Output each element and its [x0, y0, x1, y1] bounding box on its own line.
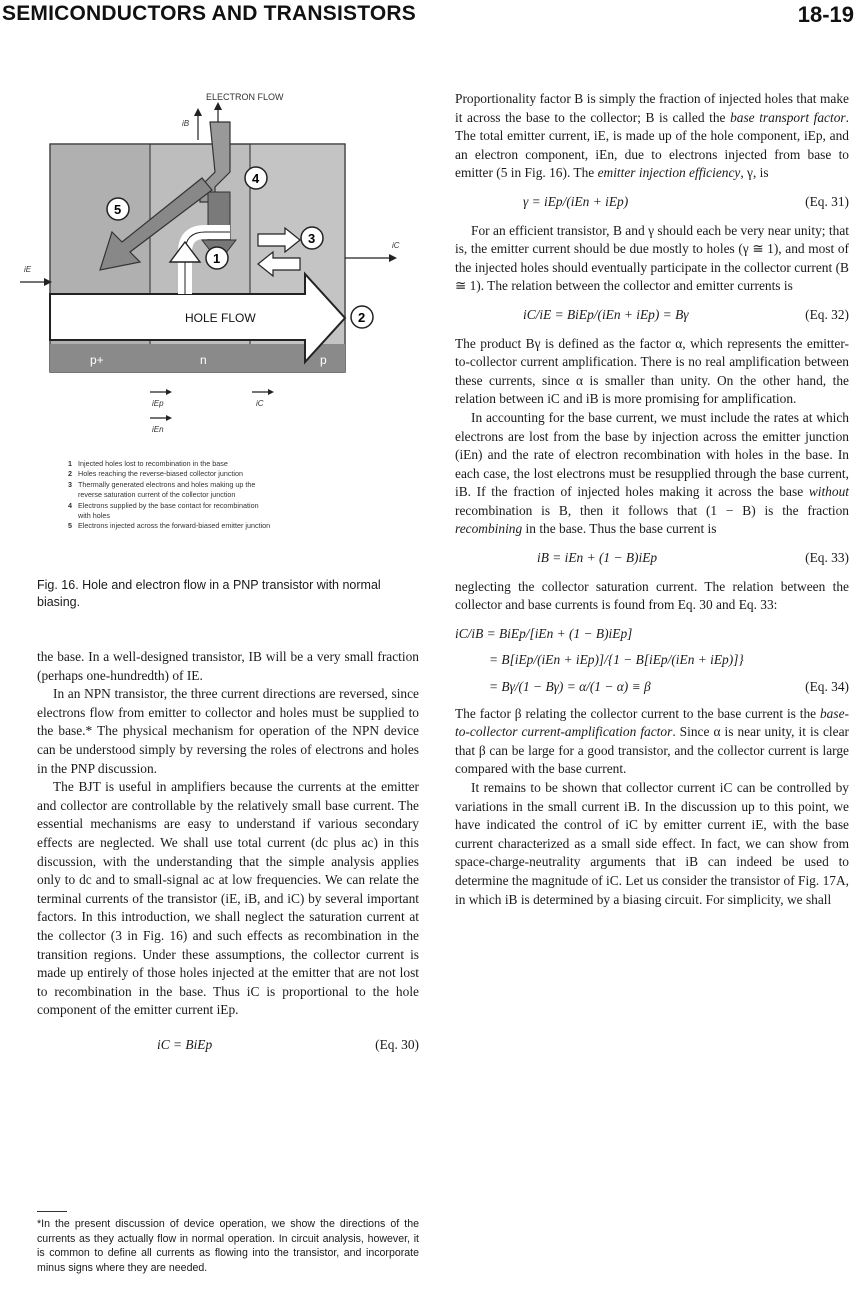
ie-label: iE	[24, 265, 32, 274]
pnp-flow-figure	[20, 82, 420, 442]
region-n-label: n	[200, 353, 207, 367]
legend-item: with holes	[78, 511, 110, 521]
equation-33	[455, 549, 849, 568]
equation-text: iB = iEn + (1 − B)iEp	[537, 550, 658, 566]
paragraph: It remains to be shown that collector current iC can be controlled by variations in the small current iB. In the discussion up to this point, we have indicated the control of iC by emitter current iE, with the base current characterized as a small side effect. In fact, we can show from space-charge-neutrality arguments that iB can indeed be used to determine the magnitude of iC. Let us consider the transistor of Fig. 17A, in which iB is determined by a biasing circuit. For simplicity, we shall	[455, 780, 849, 907]
region-p-plus-label: p+	[90, 353, 104, 367]
paragraph: In an NPN transistor, the three current directions are reversed, since electrons flow from emitter to collector and holes must be supplied to the base.* The physical mechanism for operation of the NPN device can be understood simply by reversing the roles of electrons and holes in the PNP discussion.	[37, 686, 419, 776]
equation-30	[37, 1036, 419, 1055]
equation-text: iC/iE = BiEp/(iEn + iEp) = Bγ	[523, 306, 689, 322]
marker-2: 2	[358, 310, 366, 325]
paragraph: The factor β relating the collector current to the base current is the base-to-collector current-amplification factor. Since α is near unity, it is clear that β can be large for a good transistor, and the collector current is large compared with the base current.	[455, 705, 849, 777]
hole-flow-label: HOLE FLOW	[185, 311, 256, 325]
ib-label: iB	[182, 119, 190, 128]
ic-bottom-label: iC	[256, 399, 264, 408]
equation-number: (Eq. 33)	[805, 550, 849, 566]
legend-item: 1 Injected holes lost to recombination in the base	[68, 459, 228, 468]
equation-32	[455, 306, 849, 325]
figure-caption: Fig. 16. Hole and electron flow in a PNP transistor with normal biasing.	[37, 578, 381, 609]
paragraph: the base. In a well-designed transistor, IB will be a very small fraction (perhaps one-hundredth) of IE.	[37, 649, 419, 683]
iep-label: iEp	[152, 399, 164, 408]
equation-text: γ = iEp/(iEn + iEp)	[523, 193, 629, 209]
equation-number: (Eq. 31)	[805, 193, 849, 209]
equation-31	[455, 193, 849, 212]
region-p-label: p	[320, 353, 327, 367]
figure-legend	[68, 459, 270, 532]
footnote: *In the present discussion of device operation, we show the directions of the currents as they actually flow in normal operation. In circuit analysis, however, it is common to define all currents as flowing into the transistor, and incorporate minus signs where they are needed.	[37, 1218, 419, 1274]
electron-flow-label: ELECTRON FLOW	[206, 92, 284, 102]
paragraph: The BJT is useful in amplifiers because the currents at the emitter and collector are controllable by the relatively small base current. The essential mechanisms are easy to understand if various secondary effects are neglected. We shall use total current (dc plus ac) in this discussion, with the understanding that the simple analysis applies only to dc and to small-signal ac at low frequencies. We can relate the terminal currents of the transistor (iE, iB, and iC) by several important factors. In this introduction, we shall neglect the saturation current at the collector (3 in Fig. 16) and such effects as recombination in the transition regions. Under these assumptions, the collector current is made up entirely of those holes injected at the emitter that are not lost to recombination in the base. Thus iC is proportional to the hole component of the emitter current iEp.	[37, 779, 419, 1018]
equation-line: iC/iB = BiEp/[iEn + (1 − B)iEp]	[455, 625, 633, 641]
marker-4: 4	[252, 171, 260, 186]
equation-line: = B[iEp/(iEn + iEp)]/{1 − B[iEp/(iEn + iEp)]}	[489, 652, 744, 668]
legend-item: 5 Electrons injected across the forward-biased emitter junction	[68, 521, 271, 531]
equation-text: iC = BiEp	[157, 1036, 213, 1052]
paragraph: Proportionality factor B is simply the fraction of injected holes that make it across the base to the collector; B is called the base transport factor. The total emitter current, iE, is made up of the hole component, iEp, and an electron component, iEn, due to electrons injected from base to emitter (5 in Fig. 16). The emitter injection efficiency, γ, is	[455, 91, 849, 181]
ic-side-label: iC	[392, 241, 400, 250]
right-column	[455, 90, 849, 909]
equation-line-final: = Bγ/(1 − Bγ) = α/(1 − α) ≡ β (Eq. 34)	[489, 679, 849, 695]
legend-item: 4 Electrons supplied by the base contact for recombination	[68, 500, 259, 510]
equation-number: (Eq. 32)	[805, 306, 849, 322]
page-number: 18-19	[797, 2, 854, 27]
paragraph: In accounting for the base current, we must include the rates at which electrons are lost from the base by injection across the emitter junction (iEn) and the rate of electron recombination with holes in the base. In each case, the lost electrons must be resupplied through the base current, iB. If the fraction of injected holes making it across the base without recombination is B, then it follows that (1 − B) is the fraction recombining in the base. Thus the base current is	[455, 409, 849, 537]
equation-34	[455, 625, 849, 697]
marker-5: 5	[114, 202, 122, 217]
ien-label: iEn	[152, 425, 164, 434]
paragraph: neglecting the collector saturation current. The relation between the collector and base currents is found from Eq. 30 and Eq. 33:	[455, 578, 849, 613]
paragraph: For an efficient transistor, B and γ should each be very near unity; that is, the emitter current should be due mostly to holes (γ ≅ 1), and most of the injected holes should eventually participate in the collector current (B ≅ 1). The relation between the collector and emitter currents is	[455, 222, 849, 294]
footnote-rule	[37, 1211, 67, 1212]
marker-3: 3	[308, 231, 316, 246]
left-column	[37, 648, 419, 1064]
paragraph: The product Bγ is defined as the factor α, which represents the emitter-to-collector current amplification. There is no real amplification between these currents, since α is smaller than unity. On the other hand, the relation between iC and iB is more promising for amplification.	[455, 335, 849, 407]
legend-item: 3 Thermally generated electrons and holes making up the	[68, 479, 256, 489]
running-header-title: SEMICONDUCTORS AND TRANSISTORS	[2, 2, 416, 25]
equation-number: (Eq. 30)	[375, 1036, 419, 1052]
legend-item: 2 Holes reaching the reverse-biased collector junction	[68, 469, 244, 479]
legend-item: reverse saturation current of the collector junction	[78, 490, 236, 500]
marker-1: 1	[213, 251, 221, 266]
